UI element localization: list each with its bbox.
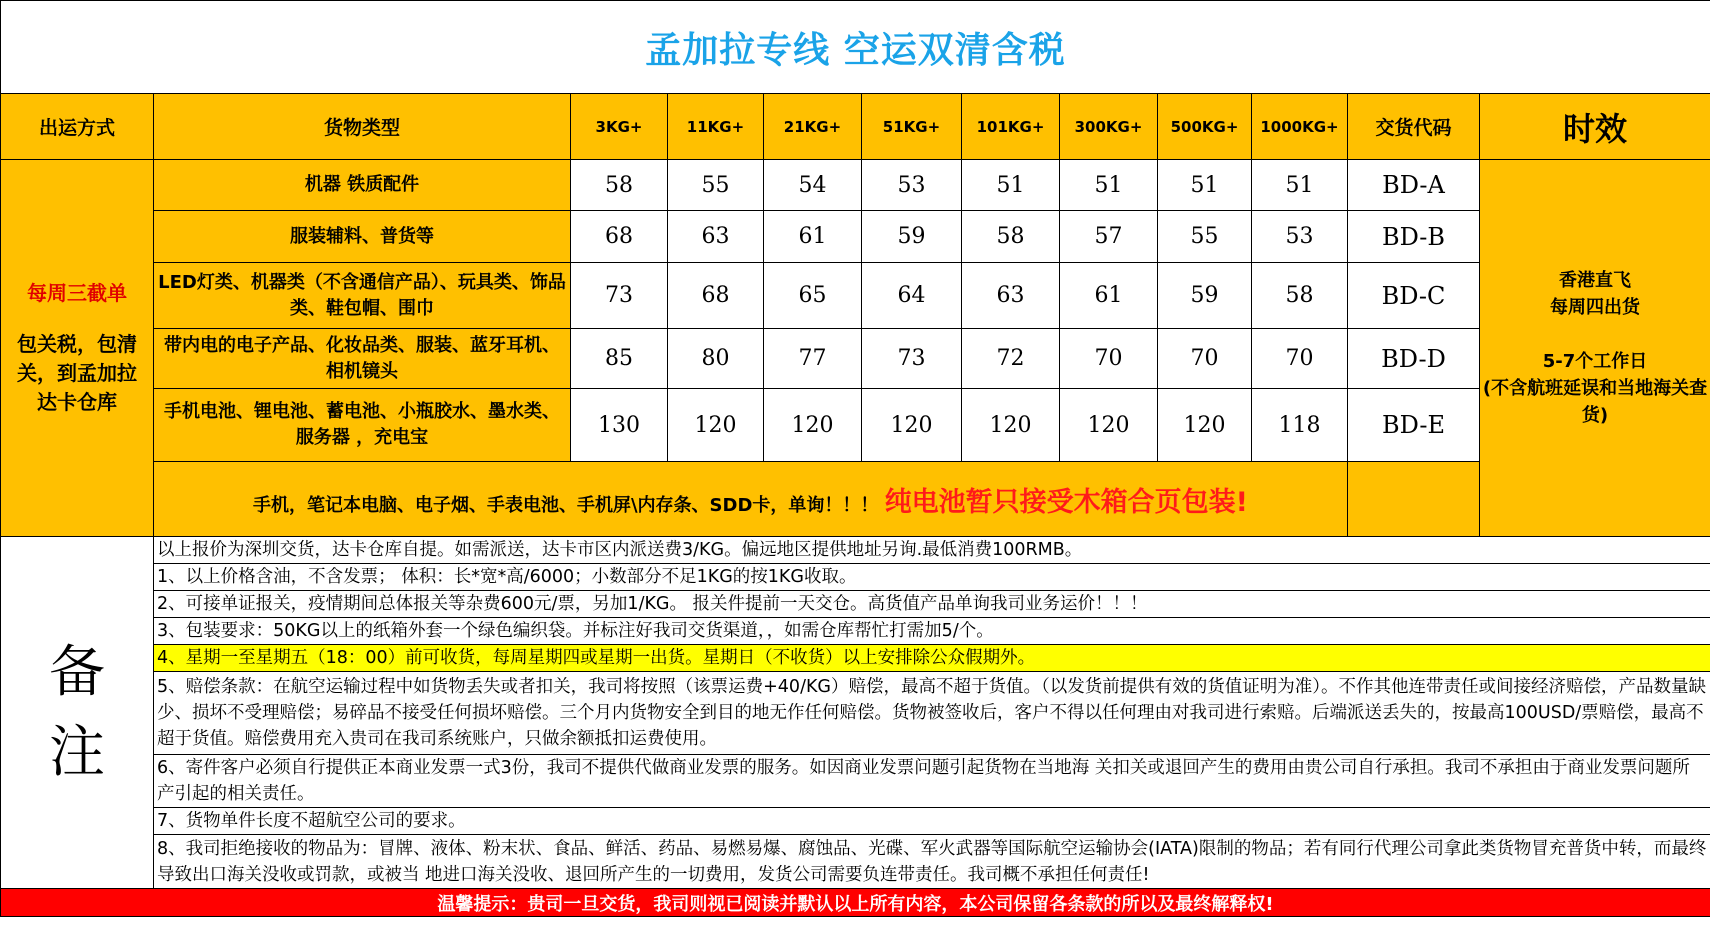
- price-cell: 51: [962, 160, 1060, 211]
- price-cell: 73: [571, 263, 668, 329]
- header-method: 出运方式: [1, 94, 154, 160]
- delivery-code-cell: BD-D: [1348, 329, 1480, 389]
- note-line: 以上报价为深圳交货，达卡仓库自提。如需派送，达卡市区内派送费3/KG。偏远地区提供地址另询.最低消费100RMB。: [154, 537, 1710, 564]
- price-cell: 51: [1158, 160, 1252, 211]
- table-row: [1, 160, 1710, 211]
- delivery-code-cell: BD-A: [1348, 160, 1480, 211]
- note-row: [1, 618, 1710, 645]
- empty-code-cell: [1348, 462, 1480, 537]
- header-timing: 时效: [1480, 94, 1710, 160]
- price-cell: 130: [571, 389, 668, 462]
- price-cell: 53: [1252, 211, 1348, 263]
- price-cell: 70: [1158, 329, 1252, 389]
- header-weight: 21KG+: [764, 94, 862, 160]
- timing-line: 每周四出货: [1550, 297, 1641, 318]
- header-weight: 101KG+: [962, 94, 1060, 160]
- note-row: [1, 672, 1710, 755]
- cargo-type-cell: 带内电的电子产品、化妆品类、服装、蓝牙耳机、相机镜头: [154, 329, 571, 389]
- price-cell: 68: [571, 211, 668, 263]
- note-row: [1, 564, 1710, 591]
- header-row: [1, 94, 1710, 160]
- price-cell: 59: [862, 211, 962, 263]
- price-cell: 59: [1158, 263, 1252, 329]
- page-title: 孟加拉专线 空运双清含税: [1, 1, 1710, 94]
- price-cell: 53: [862, 160, 962, 211]
- price-cell: 120: [668, 389, 764, 462]
- table-row: [1, 263, 1710, 329]
- price-cell: 55: [1158, 211, 1252, 263]
- price-cell: 55: [668, 160, 764, 211]
- notice-row: [1, 462, 1710, 537]
- price-cell: 68: [668, 263, 764, 329]
- note-row: [1, 755, 1710, 808]
- price-cell: 120: [1060, 389, 1158, 462]
- timing-line: 香港直飞: [1559, 270, 1632, 291]
- price-cell: 72: [962, 329, 1060, 389]
- delivery-code-cell: BD-B: [1348, 211, 1480, 263]
- price-cell: 73: [862, 329, 962, 389]
- price-cell: 65: [764, 263, 862, 329]
- note-line: 1、以上价格含油，不含发票； 体积：长*宽*高/6000；小数部分不足1KG的按1KG收取。: [154, 564, 1710, 591]
- footer-warning: 温馨提示：贵司一旦交货，我司则视已阅读并默认以上所有内容，本公司保留各条款的所以及最终解释权!: [1, 889, 1710, 917]
- delivery-code-cell: BD-C: [1348, 263, 1480, 329]
- method-desc: 包关税，包清关，到孟加拉达卡仓库: [17, 332, 137, 414]
- header-weight: 11KG+: [668, 94, 764, 160]
- note-line: 8、我司拒绝接收的物品为：冒牌、液体、粉末状、食品、鲜活、药品、易燃易爆、腐蚀品、光碟、军火武器等国际航空运输协会(IATA)限制的物品；若有同行代理公司拿此类货物冒充普货中转，而最终导致出口海关没收或罚款，或被当 地进口海关没收、退回所产生的一切费用，发货公司需要负连带责任。我司概不承担任何责任!: [154, 835, 1710, 889]
- table-row: [1, 329, 1710, 389]
- header-cargo-type: 货物类型: [154, 94, 571, 160]
- timing-cell: [1480, 160, 1710, 537]
- price-cell: 118: [1252, 389, 1348, 462]
- header-code: 交货代码: [1348, 94, 1480, 160]
- cargo-type-cell: 手机电池、锂电池、蓄电池、小瓶胶水、墨水类、服务器 ，充电宝: [154, 389, 571, 462]
- notice-red-text: 纯电池暂只接受木箱合页包装!: [884, 486, 1249, 518]
- note-row: [1, 537, 1710, 564]
- price-cell: 61: [1060, 263, 1158, 329]
- price-cell: 61: [764, 211, 862, 263]
- note-row: [1, 591, 1710, 618]
- special-notice: [154, 462, 1348, 537]
- price-cell: 51: [1060, 160, 1158, 211]
- notice-text: 手机，笔记本电脑、电子烟、手表电池、手机屏\内存条、SDD卡，单询！！！: [252, 494, 879, 516]
- price-cell: 64: [862, 263, 962, 329]
- price-cell: 58: [571, 160, 668, 211]
- price-cell: 120: [1158, 389, 1252, 462]
- note-line: 5、赔偿条款：在航空运输过程中如货物丢失或者扣关，我司将按照（该票运费+40/KG）赔偿，最高不超于货值。（以发货前提供有效的货值证明为准）。不作其他连带责任或间接经济赔偿，产品数量缺少、损坏不受理赔偿；易碎品不接受任何损坏赔偿。三个月内货物安全到目的地无作任何赔偿。货物被签收后，客户不得以任何理由对我司进行索赔。后端派送丢失的，按最高100USD/票赔偿，最高不超于货值。赔偿费用充入贵司在我司系统账户，只做余额抵扣运费使用。: [154, 672, 1710, 755]
- header-weight: 1000KG+: [1252, 94, 1348, 160]
- cutoff-text: 每周三截单: [27, 281, 127, 305]
- delivery-code-cell: BD-E: [1348, 389, 1480, 462]
- header-weight: 500KG+: [1158, 94, 1252, 160]
- note-line: 2、可接单证报关，疫情期间总体报关等杂费600元/票，另加1/KG。 报关件提前一天交仓。高货值产品单询我司业务运价！！！: [154, 591, 1710, 618]
- note-row: [1, 835, 1710, 889]
- price-cell: 85: [571, 329, 668, 389]
- note-row: [1, 645, 1710, 672]
- price-cell: 120: [862, 389, 962, 462]
- price-cell: 77: [764, 329, 862, 389]
- price-cell: 120: [962, 389, 1060, 462]
- header-weight: 3KG+: [571, 94, 668, 160]
- timing-line: (不含航班延误和当地海关查货): [1482, 378, 1708, 426]
- price-cell: 120: [764, 389, 862, 462]
- header-weight: 51KG+: [862, 94, 962, 160]
- table-row: [1, 211, 1710, 263]
- price-cell: 80: [668, 329, 764, 389]
- note-row: [1, 808, 1710, 835]
- price-cell: 70: [1060, 329, 1158, 389]
- note-line: 6、寄件客户必须自行提供正本商业发票一式3份，我司不提供代做商业发票的服务。如因商业发票问题引起货物在当地海 关扣关或退回产生的费用由贵公司自行承担。我司不承担由于商业发票问题所产引起的相关责任。: [154, 755, 1710, 808]
- cargo-type-cell: 机器 铁质配件: [154, 160, 571, 211]
- note-line-highlighted: 4、星期一至星期五（18：00）前可收货，每周星期四或星期一出货。星期日（不收货）以上安排除公众假期外。: [154, 645, 1710, 672]
- price-cell: 63: [668, 211, 764, 263]
- shipping-method-cell: [1, 160, 154, 537]
- price-cell: 58: [1252, 263, 1348, 329]
- price-cell: 63: [962, 263, 1060, 329]
- price-cell: 57: [1060, 211, 1158, 263]
- note-line: 3、包装要求：50KG以上的纸箱外套一个绿色编织袋。并标注好我司交货渠道，，如需仓库帮忙打需加5/个。: [154, 618, 1710, 645]
- price-cell: 70: [1252, 329, 1348, 389]
- table-row: [1, 389, 1710, 462]
- header-weight: 300KG+: [1060, 94, 1158, 160]
- remarks-label: 备注: [1, 537, 154, 889]
- note-line: 7、货物单件长度不超航空公司的要求。: [154, 808, 1710, 835]
- timing-line: 5-7个工作日: [1542, 351, 1648, 372]
- price-cell: 58: [962, 211, 1060, 263]
- price-cell: 54: [764, 160, 862, 211]
- cargo-type-cell: LED灯类、机器类（不含通信产品）、玩具类、饰品类、鞋包帽、围巾: [154, 263, 571, 329]
- price-cell: 51: [1252, 160, 1348, 211]
- cargo-type-cell: 服装辅料、普货等: [154, 211, 571, 263]
